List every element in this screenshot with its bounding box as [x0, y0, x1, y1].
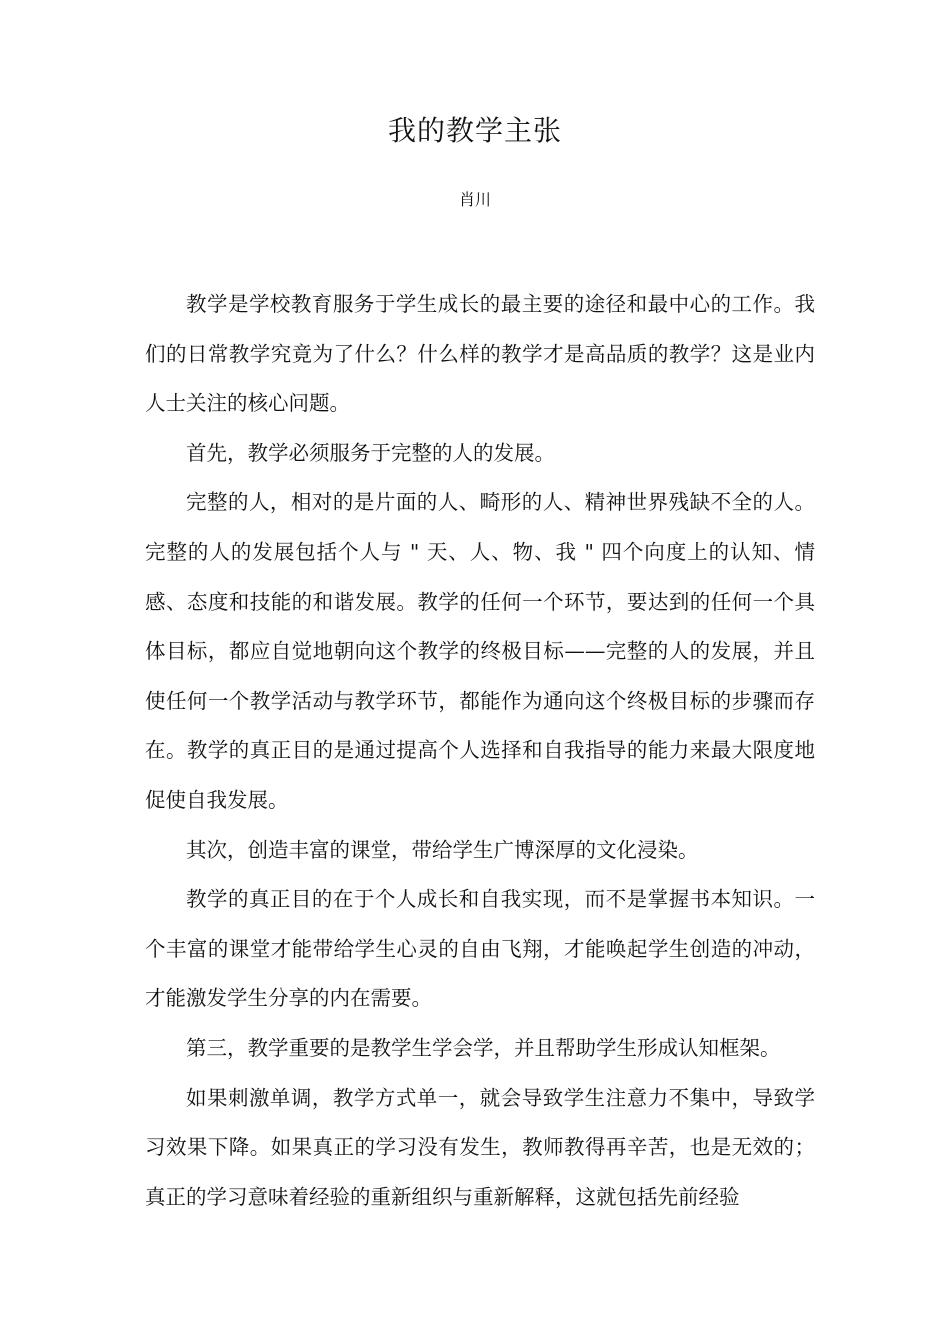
paragraph-point-three-heading: 第三，教学重要的是教学生学会学，并且帮助学生形成认知框架。 — [186, 1035, 781, 1060]
paragraph-point-one-heading: 首先，教学必须服务于完整的人的发展。 — [186, 440, 555, 465]
document-title: 我的教学主张 — [387, 114, 562, 147]
paragraph-point-one-body: 完整的人，相对的是片面的人、畸形的人、精神世界残缺不全的人。完整的人的发展包括个人与 " 天、人、物、我 " 四个向度上的认知、情感、态度和技能的和谐发展。教学的任何一个环节，要达到的任何一个具体目标，都应自觉地朝向这个教学的终极目标——完整的人的发展，并且使任何一个教学活动与教学环节，都能作为通向这个终极目标的步骤而存在。教学的真正目的是通过提高个人选择和自我指导的能力来最大限度地促使自我发展。 — [145, 490, 815, 812]
document-author: 肖川 — [458, 190, 491, 209]
paragraph-point-two-body: 教学的真正目的在于个人成长和自我实现，而不是掌握书本知识。一个丰富的课堂才能带给学生心灵的自由飞翔，才能唤起学生创造的冲动，才能激发学生分享的内在需要。 — [145, 887, 815, 1011]
paragraph-intro: 教学是学校教育服务于学生成长的最主要的途径和最中心的工作。我们的日常教学究竟为了什么？什么样的教学才是高品质的教学？这是业内人士关注的核心问题。 — [145, 292, 815, 416]
document-body — [145, 280, 815, 1222]
paragraph-point-two-heading: 其次，创造丰富的课堂，带给学生广博深厚的文化浸染。 — [186, 837, 699, 862]
paragraph-point-three-body: 如果刺激单调，教学方式单一，就会导致学生注意力不集中，导致学习效果下降。如果真正的学习没有发生，教师教得再辛苦，也是无效的；真正的学习意味着经验的重新组织与重新解释，这就包括先前经验 — [145, 1085, 815, 1209]
